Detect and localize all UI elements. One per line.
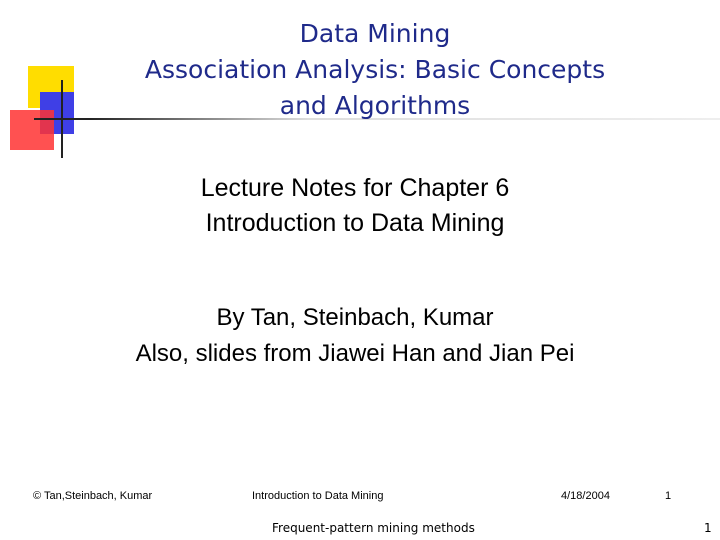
- lecture-line-1: Lecture Notes for Chapter 6: [200, 174, 510, 202]
- bottom-topic-label: Frequent-pattern mining methods: [272, 521, 475, 535]
- title-line-1: Data Mining: [299, 19, 451, 48]
- lecture-notes-block: [40, 171, 670, 241]
- footer-date: 4/18/2004: [561, 490, 610, 502]
- footer-slide-number: 1: [665, 490, 672, 502]
- decorative-red-square: [10, 110, 54, 150]
- authors-line-1: By Tan, Steinbach, Kumar: [216, 304, 494, 331]
- footer-course-title: Introduction to Data Mining: [252, 490, 384, 502]
- lecture-line-2: Introduction to Data Mining: [205, 209, 505, 237]
- footer-copyright: © Tan,Steinbach, Kumar: [33, 490, 153, 502]
- authors-line-2: Also, slides from Jiawei Han and Jian Pei: [135, 340, 575, 367]
- slide-title: [100, 16, 650, 124]
- bottom-page-number: 1: [704, 521, 712, 535]
- title-line-2: Association Analysis: Basic Concepts: [144, 55, 606, 84]
- authors-block: [40, 300, 670, 372]
- title-line-3: and Algorithms: [279, 91, 471, 120]
